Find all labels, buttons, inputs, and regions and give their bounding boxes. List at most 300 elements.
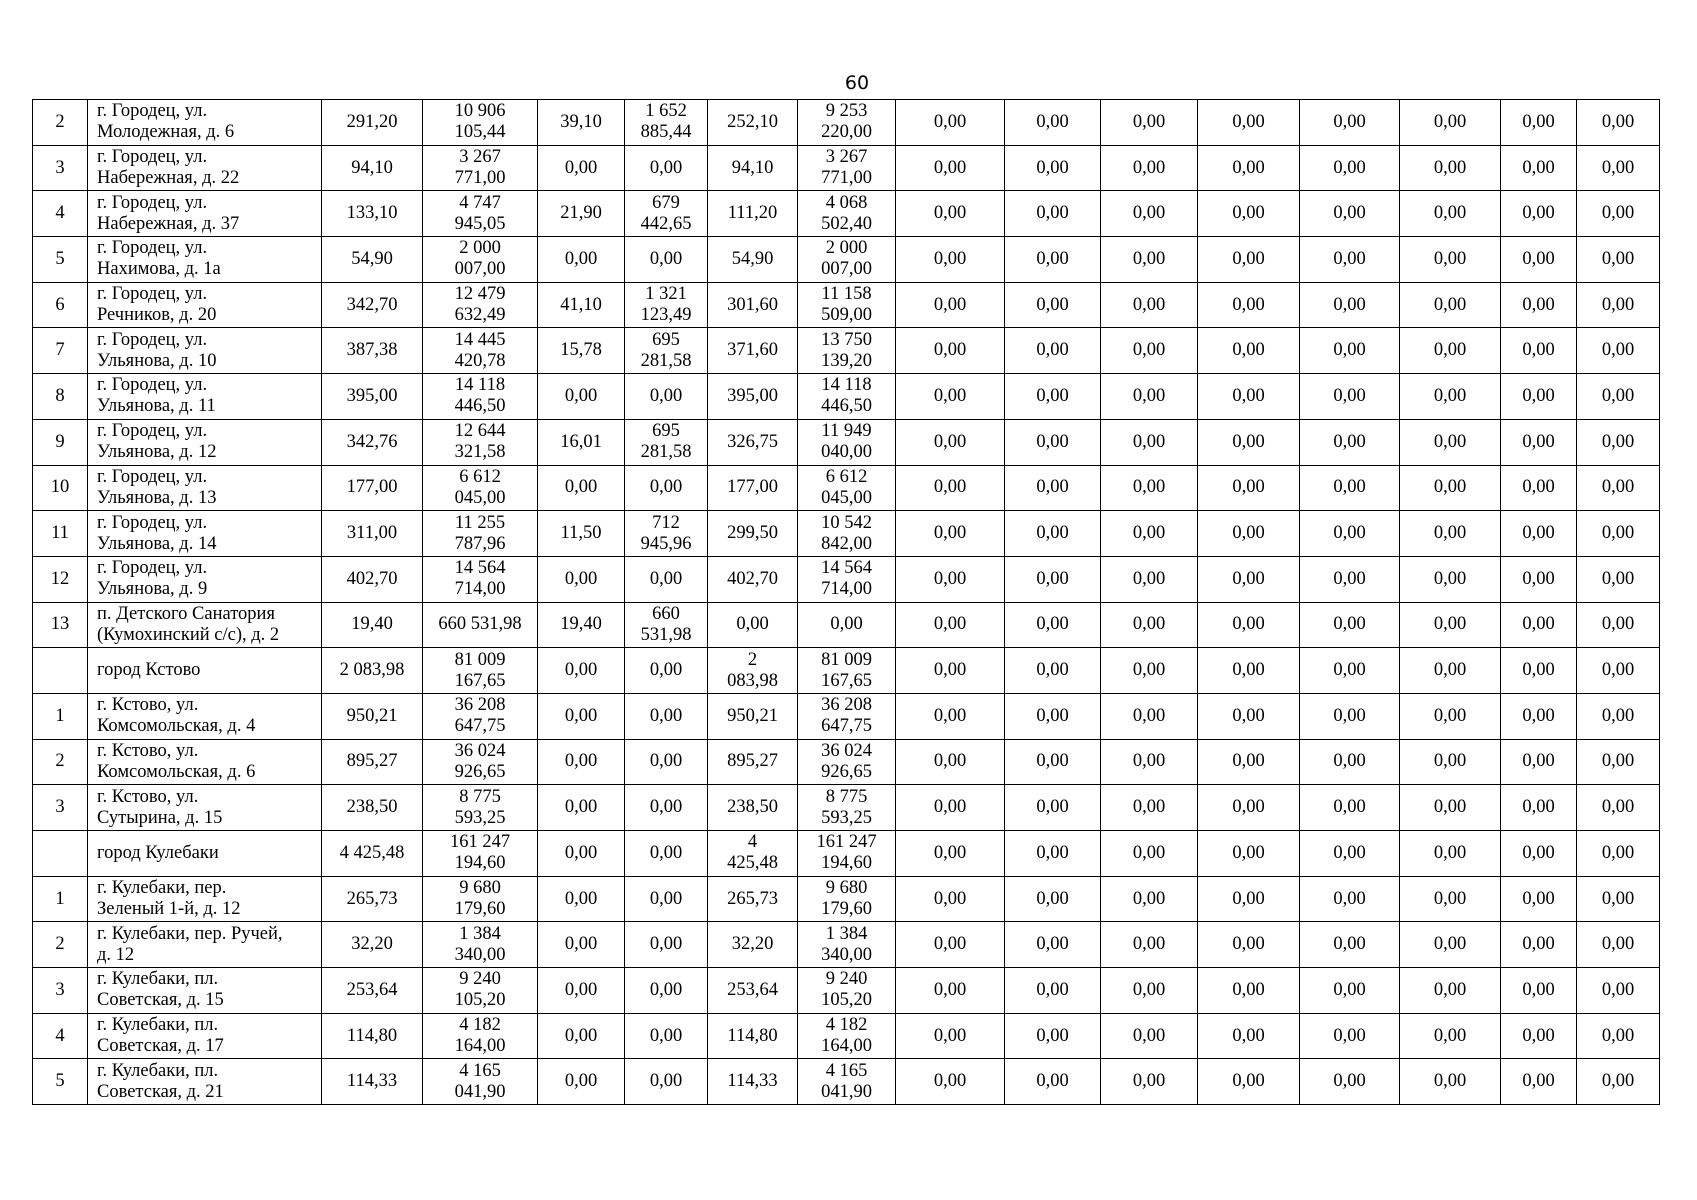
table-body <box>33 100 1660 1105</box>
cell-cost-total: 11 255 787,96 <box>423 511 538 557</box>
cell-area-col-1: 39,10 <box>538 100 625 146</box>
cell-cost-col-1: 0,00 <box>625 968 708 1014</box>
cell-value-col-9: 0,00 <box>896 602 1005 648</box>
cell-cost-col-2: 9 680 179,60 <box>798 876 896 922</box>
cell-value-col-11: 0,00 <box>1101 145 1198 191</box>
cell-area-col-1: 15,78 <box>538 328 625 374</box>
cell-value-col-11: 0,00 <box>1101 1059 1198 1105</box>
cell-value-col-14: 0,00 <box>1400 100 1501 146</box>
table-row <box>33 419 1660 465</box>
cell-value-col-11: 0,00 <box>1101 785 1198 831</box>
cell-value-col-14: 0,00 <box>1400 237 1501 283</box>
cell-value-col-14: 0,00 <box>1400 465 1501 511</box>
cell-area-total: 253,64 <box>322 968 423 1014</box>
cell-cost-col-1: 695 281,58 <box>625 328 708 374</box>
housing-register-table <box>32 99 1660 1105</box>
cell-row-number: 6 <box>33 282 88 328</box>
cell-cost-col-2: 11 158 509,00 <box>798 282 896 328</box>
cell-value-col-9: 0,00 <box>896 374 1005 420</box>
cell-value-col-12: 0,00 <box>1198 511 1300 557</box>
cell-value-col-14: 0,00 <box>1400 1013 1501 1059</box>
cell-value-col-15: 0,00 <box>1501 831 1577 877</box>
cell-value-col-9: 0,00 <box>896 785 1005 831</box>
cell-cost-col-1: 0,00 <box>625 237 708 283</box>
cell-value-col-9: 0,00 <box>896 831 1005 877</box>
cell-value-col-14: 0,00 <box>1400 602 1501 648</box>
cell-value-col-16: 0,00 <box>1577 374 1660 420</box>
cell-value-col-9: 0,00 <box>896 922 1005 968</box>
cell-value-col-11: 0,00 <box>1101 693 1198 739</box>
cell-value-col-10: 0,00 <box>1005 237 1101 283</box>
table-row <box>33 282 1660 328</box>
cell-value-col-16: 0,00 <box>1577 602 1660 648</box>
cell-area-total: 4 425,48 <box>322 831 423 877</box>
cell-address: г. Городец, ул. Молодежная, д. 6 <box>88 100 322 146</box>
cell-area-col-2: 111,20 <box>708 191 798 237</box>
cell-value-col-12: 0,00 <box>1198 739 1300 785</box>
table-row <box>33 602 1660 648</box>
table-row <box>33 556 1660 602</box>
cell-value-col-10: 0,00 <box>1005 511 1101 557</box>
cell-area-col-2: 950,21 <box>708 693 798 739</box>
cell-value-col-11: 0,00 <box>1101 1013 1198 1059</box>
cell-value-col-16: 0,00 <box>1577 876 1660 922</box>
cell-value-col-13: 0,00 <box>1300 511 1400 557</box>
cell-cost-col-1: 0,00 <box>625 145 708 191</box>
cell-value-col-12: 0,00 <box>1198 876 1300 922</box>
cell-value-col-14: 0,00 <box>1400 419 1501 465</box>
cell-area-col-1: 0,00 <box>538 739 625 785</box>
cell-value-col-9: 0,00 <box>896 876 1005 922</box>
cell-value-col-14: 0,00 <box>1400 145 1501 191</box>
cell-row-number: 11 <box>33 511 88 557</box>
cell-value-col-12: 0,00 <box>1198 100 1300 146</box>
cell-cost-col-2: 4 182 164,00 <box>798 1013 896 1059</box>
cell-value-col-14: 0,00 <box>1400 785 1501 831</box>
cell-address: г. Городец, ул. Речников, д. 20 <box>88 282 322 328</box>
cell-value-col-11: 0,00 <box>1101 739 1198 785</box>
cell-row-number: 3 <box>33 785 88 831</box>
cell-value-col-10: 0,00 <box>1005 419 1101 465</box>
cell-value-col-10: 0,00 <box>1005 1013 1101 1059</box>
cell-value-col-10: 0,00 <box>1005 785 1101 831</box>
cell-value-col-15: 0,00 <box>1501 191 1577 237</box>
cell-value-col-13: 0,00 <box>1300 831 1400 877</box>
cell-value-col-13: 0,00 <box>1300 419 1400 465</box>
cell-cost-col-2: 36 208 647,75 <box>798 693 896 739</box>
cell-value-col-14: 0,00 <box>1400 693 1501 739</box>
cell-cost-col-2: 8 775 593,25 <box>798 785 896 831</box>
cell-value-col-16: 0,00 <box>1577 282 1660 328</box>
cell-cost-col-1: 0,00 <box>625 831 708 877</box>
cell-value-col-9: 0,00 <box>896 648 1005 694</box>
cell-value-col-11: 0,00 <box>1101 968 1198 1014</box>
table-row <box>33 968 1660 1014</box>
cell-address: г. Кулебаки, пл. Советская, д. 17 <box>88 1013 322 1059</box>
cell-value-col-16: 0,00 <box>1577 1059 1660 1105</box>
cell-area-col-1: 0,00 <box>538 374 625 420</box>
cell-value-col-16: 0,00 <box>1577 922 1660 968</box>
cell-value-col-14: 0,00 <box>1400 648 1501 694</box>
cell-area-col-1: 19,40 <box>538 602 625 648</box>
table-row <box>33 237 1660 283</box>
cell-row-number: 10 <box>33 465 88 511</box>
cell-area-total: 177,00 <box>322 465 423 511</box>
cell-value-col-9: 0,00 <box>896 1059 1005 1105</box>
table-row <box>33 374 1660 420</box>
cell-value-col-16: 0,00 <box>1577 739 1660 785</box>
cell-area-col-2: 299,50 <box>708 511 798 557</box>
cell-area-col-1: 0,00 <box>538 145 625 191</box>
cell-value-col-11: 0,00 <box>1101 831 1198 877</box>
cell-area-col-1: 0,00 <box>538 556 625 602</box>
cell-value-col-10: 0,00 <box>1005 693 1101 739</box>
cell-area-total: 311,00 <box>322 511 423 557</box>
cell-cost-total: 9 680 179,60 <box>423 876 538 922</box>
cell-area-col-1: 0,00 <box>538 237 625 283</box>
cell-cost-col-2: 10 542 842,00 <box>798 511 896 557</box>
cell-cost-total: 4 747 945,05 <box>423 191 538 237</box>
cell-cost-col-1: 0,00 <box>625 556 708 602</box>
cell-area-total: 395,00 <box>322 374 423 420</box>
cell-cost-col-1: 0,00 <box>625 922 708 968</box>
cell-area-col-1: 0,00 <box>538 465 625 511</box>
cell-area-col-2: 301,60 <box>708 282 798 328</box>
table-row <box>33 876 1660 922</box>
cell-value-col-10: 0,00 <box>1005 602 1101 648</box>
cell-address: г. Кстово, ул. Сутырина, д. 15 <box>88 785 322 831</box>
cell-value-col-15: 0,00 <box>1501 785 1577 831</box>
cell-value-col-11: 0,00 <box>1101 648 1198 694</box>
table-row <box>33 511 1660 557</box>
cell-value-col-12: 0,00 <box>1198 191 1300 237</box>
cell-value-col-9: 0,00 <box>896 556 1005 602</box>
cell-cost-col-2: 36 024 926,65 <box>798 739 896 785</box>
cell-value-col-15: 0,00 <box>1501 602 1577 648</box>
cell-value-col-16: 0,00 <box>1577 556 1660 602</box>
cell-area-col-2: 54,90 <box>708 237 798 283</box>
cell-value-col-15: 0,00 <box>1501 556 1577 602</box>
cell-value-col-16: 0,00 <box>1577 100 1660 146</box>
cell-area-total: 342,70 <box>322 282 423 328</box>
cell-value-col-9: 0,00 <box>896 328 1005 374</box>
cell-row-number: 8 <box>33 374 88 420</box>
cell-value-col-15: 0,00 <box>1501 511 1577 557</box>
cell-value-col-14: 0,00 <box>1400 739 1501 785</box>
cell-cost-total: 3 267 771,00 <box>423 145 538 191</box>
cell-value-col-13: 0,00 <box>1300 876 1400 922</box>
cell-address: г. Кстово, ул. Комсомольская, д. 6 <box>88 739 322 785</box>
table-row <box>33 693 1660 739</box>
cell-area-total: 402,70 <box>322 556 423 602</box>
cell-area-total: 133,10 <box>322 191 423 237</box>
cell-row-number: 13 <box>33 602 88 648</box>
cell-cost-col-1: 0,00 <box>625 693 708 739</box>
cell-value-col-12: 0,00 <box>1198 328 1300 374</box>
cell-value-col-13: 0,00 <box>1300 922 1400 968</box>
cell-area-total: 342,76 <box>322 419 423 465</box>
cell-value-col-16: 0,00 <box>1577 191 1660 237</box>
table-row <box>33 831 1660 877</box>
cell-value-col-11: 0,00 <box>1101 191 1198 237</box>
cell-value-col-13: 0,00 <box>1300 1059 1400 1105</box>
cell-value-col-15: 0,00 <box>1501 968 1577 1014</box>
cell-value-col-12: 0,00 <box>1198 1059 1300 1105</box>
cell-address: г. Городец, ул. Ульянова, д. 12 <box>88 419 322 465</box>
cell-value-col-10: 0,00 <box>1005 556 1101 602</box>
cell-area-col-2: 4 425,48 <box>708 831 798 877</box>
cell-cost-col-1: 0,00 <box>625 465 708 511</box>
cell-value-col-13: 0,00 <box>1300 739 1400 785</box>
cell-area-col-2: 326,75 <box>708 419 798 465</box>
cell-cost-total: 6 612 045,00 <box>423 465 538 511</box>
cell-row-number <box>33 648 88 694</box>
cell-cost-total: 1 384 340,00 <box>423 922 538 968</box>
cell-address: г. Кулебаки, пл. Советская, д. 15 <box>88 968 322 1014</box>
cell-value-col-13: 0,00 <box>1300 1013 1400 1059</box>
cell-value-col-10: 0,00 <box>1005 374 1101 420</box>
cell-value-col-9: 0,00 <box>896 282 1005 328</box>
cell-value-col-9: 0,00 <box>896 465 1005 511</box>
cell-value-col-15: 0,00 <box>1501 1059 1577 1105</box>
cell-area-col-2: 0,00 <box>708 602 798 648</box>
cell-value-col-9: 0,00 <box>896 739 1005 785</box>
cell-area-col-1: 0,00 <box>538 693 625 739</box>
cell-value-col-13: 0,00 <box>1300 556 1400 602</box>
cell-value-col-14: 0,00 <box>1400 374 1501 420</box>
cell-value-col-15: 0,00 <box>1501 237 1577 283</box>
cell-value-col-16: 0,00 <box>1577 419 1660 465</box>
cell-value-col-13: 0,00 <box>1300 785 1400 831</box>
cell-address: г. Кулебаки, пл. Советская, д. 21 <box>88 1059 322 1105</box>
cell-cost-col-1: 0,00 <box>625 739 708 785</box>
cell-value-col-16: 0,00 <box>1577 785 1660 831</box>
cell-value-col-10: 0,00 <box>1005 100 1101 146</box>
cell-cost-total: 12 479 632,49 <box>423 282 538 328</box>
cell-value-col-15: 0,00 <box>1501 100 1577 146</box>
cell-area-col-2: 402,70 <box>708 556 798 602</box>
cell-value-col-9: 0,00 <box>896 1013 1005 1059</box>
cell-value-col-10: 0,00 <box>1005 876 1101 922</box>
cell-area-col-1: 41,10 <box>538 282 625 328</box>
cell-row-number: 2 <box>33 739 88 785</box>
cell-value-col-15: 0,00 <box>1501 145 1577 191</box>
cell-area-col-2: 177,00 <box>708 465 798 511</box>
cell-value-col-10: 0,00 <box>1005 968 1101 1014</box>
cell-value-col-13: 0,00 <box>1300 693 1400 739</box>
cell-area-total: 19,40 <box>322 602 423 648</box>
cell-area-col-1: 0,00 <box>538 1013 625 1059</box>
cell-value-col-9: 0,00 <box>896 100 1005 146</box>
cell-cost-col-2: 4 165 041,90 <box>798 1059 896 1105</box>
cell-value-col-12: 0,00 <box>1198 648 1300 694</box>
cell-area-col-2: 895,27 <box>708 739 798 785</box>
cell-cost-col-1: 695 281,58 <box>625 419 708 465</box>
cell-value-col-12: 0,00 <box>1198 465 1300 511</box>
cell-area-total: 114,33 <box>322 1059 423 1105</box>
cell-area-col-2: 395,00 <box>708 374 798 420</box>
cell-value-col-11: 0,00 <box>1101 602 1198 648</box>
cell-cost-col-1: 660 531,98 <box>625 602 708 648</box>
cell-cost-col-2: 81 009 167,65 <box>798 648 896 694</box>
cell-value-col-15: 0,00 <box>1501 876 1577 922</box>
cell-cost-col-2: 14 118 446,50 <box>798 374 896 420</box>
cell-value-col-16: 0,00 <box>1577 648 1660 694</box>
table-row <box>33 191 1660 237</box>
cell-value-col-10: 0,00 <box>1005 648 1101 694</box>
cell-row-number: 5 <box>33 237 88 283</box>
cell-cost-total: 8 775 593,25 <box>423 785 538 831</box>
cell-value-col-9: 0,00 <box>896 237 1005 283</box>
cell-row-number: 12 <box>33 556 88 602</box>
cell-value-col-12: 0,00 <box>1198 1013 1300 1059</box>
cell-row-number: 3 <box>33 145 88 191</box>
cell-cost-col-2: 14 564 714,00 <box>798 556 896 602</box>
table-row <box>33 648 1660 694</box>
cell-value-col-12: 0,00 <box>1198 419 1300 465</box>
cell-value-col-12: 0,00 <box>1198 968 1300 1014</box>
cell-cost-col-1: 679 442,65 <box>625 191 708 237</box>
cell-value-col-11: 0,00 <box>1101 419 1198 465</box>
cell-cost-col-2: 11 949 040,00 <box>798 419 896 465</box>
table-row <box>33 739 1660 785</box>
cell-cost-total: 14 445 420,78 <box>423 328 538 374</box>
cell-row-number: 7 <box>33 328 88 374</box>
cell-value-col-15: 0,00 <box>1501 739 1577 785</box>
cell-value-col-12: 0,00 <box>1198 785 1300 831</box>
cell-value-col-11: 0,00 <box>1101 282 1198 328</box>
cell-value-col-13: 0,00 <box>1300 145 1400 191</box>
cell-value-col-11: 0,00 <box>1101 100 1198 146</box>
cell-cost-col-1: 0,00 <box>625 374 708 420</box>
cell-cost-col-2: 1 384 340,00 <box>798 922 896 968</box>
cell-area-col-1: 16,01 <box>538 419 625 465</box>
cell-value-col-16: 0,00 <box>1577 511 1660 557</box>
cell-value-col-11: 0,00 <box>1101 465 1198 511</box>
cell-value-col-13: 0,00 <box>1300 282 1400 328</box>
cell-value-col-16: 0,00 <box>1577 693 1660 739</box>
cell-value-col-9: 0,00 <box>896 511 1005 557</box>
cell-area-total: 94,10 <box>322 145 423 191</box>
cell-area-total: 114,80 <box>322 1013 423 1059</box>
cell-area-col-1: 11,50 <box>538 511 625 557</box>
cell-area-col-2: 94,10 <box>708 145 798 191</box>
cell-area-col-1: 0,00 <box>538 831 625 877</box>
cell-address: г. Городец, ул. Ульянова, д. 14 <box>88 511 322 557</box>
cell-value-col-11: 0,00 <box>1101 922 1198 968</box>
cell-area-total: 387,38 <box>322 328 423 374</box>
cell-value-col-12: 0,00 <box>1198 602 1300 648</box>
cell-row-number: 4 <box>33 191 88 237</box>
cell-value-col-13: 0,00 <box>1300 374 1400 420</box>
cell-area-total: 895,27 <box>322 739 423 785</box>
cell-cost-total: 36 208 647,75 <box>423 693 538 739</box>
cell-address: г. Городец, ул. Ульянова, д. 9 <box>88 556 322 602</box>
cell-cost-total: 81 009 167,65 <box>423 648 538 694</box>
cell-value-col-15: 0,00 <box>1501 465 1577 511</box>
cell-value-col-12: 0,00 <box>1198 556 1300 602</box>
cell-cost-col-1: 0,00 <box>625 648 708 694</box>
cell-area-total: 2 083,98 <box>322 648 423 694</box>
cell-value-col-14: 0,00 <box>1400 1059 1501 1105</box>
cell-value-col-16: 0,00 <box>1577 237 1660 283</box>
cell-area-col-1: 0,00 <box>538 922 625 968</box>
cell-value-col-14: 0,00 <box>1400 831 1501 877</box>
cell-value-col-14: 0,00 <box>1400 282 1501 328</box>
cell-cost-total: 10 906 105,44 <box>423 100 538 146</box>
cell-value-col-9: 0,00 <box>896 419 1005 465</box>
cell-cost-total: 660 531,98 <box>423 602 538 648</box>
cell-value-col-16: 0,00 <box>1577 328 1660 374</box>
cell-value-col-15: 0,00 <box>1501 648 1577 694</box>
cell-area-total: 265,73 <box>322 876 423 922</box>
cell-address: п. Детского Санатория (Кумохинский с/с), д. 2 <box>88 602 322 648</box>
cell-value-col-14: 0,00 <box>1400 876 1501 922</box>
cell-row-number: 2 <box>33 100 88 146</box>
cell-cost-total: 14 564 714,00 <box>423 556 538 602</box>
cell-address: г. Городец, ул. Набережная, д. 37 <box>88 191 322 237</box>
cell-cost-col-1: 0,00 <box>625 785 708 831</box>
table-row <box>33 100 1660 146</box>
cell-area-col-2: 371,60 <box>708 328 798 374</box>
cell-cost-total: 2 000 007,00 <box>423 237 538 283</box>
cell-value-col-11: 0,00 <box>1101 328 1198 374</box>
cell-value-col-9: 0,00 <box>896 968 1005 1014</box>
table-row <box>33 922 1660 968</box>
cell-value-col-14: 0,00 <box>1400 328 1501 374</box>
cell-address: город Кулебаки <box>88 831 322 877</box>
table-row <box>33 465 1660 511</box>
cell-value-col-13: 0,00 <box>1300 237 1400 283</box>
cell-cost-col-1: 0,00 <box>625 1013 708 1059</box>
cell-value-col-15: 0,00 <box>1501 1013 1577 1059</box>
cell-address: г. Городец, ул. Ульянова, д. 13 <box>88 465 322 511</box>
cell-cost-col-2: 4 068 502,40 <box>798 191 896 237</box>
cell-area-col-2: 265,73 <box>708 876 798 922</box>
cell-area-col-2: 238,50 <box>708 785 798 831</box>
cell-cost-col-1: 712 945,96 <box>625 511 708 557</box>
table-row <box>33 145 1660 191</box>
cell-value-col-9: 0,00 <box>896 145 1005 191</box>
cell-cost-col-2: 13 750 139,20 <box>798 328 896 374</box>
page-number: 60 <box>844 72 870 94</box>
cell-address: г. Кулебаки, пер. Ручей, д. 12 <box>88 922 322 968</box>
cell-area-total: 950,21 <box>322 693 423 739</box>
cell-row-number <box>33 831 88 877</box>
cell-value-col-14: 0,00 <box>1400 511 1501 557</box>
cell-value-col-10: 0,00 <box>1005 922 1101 968</box>
cell-cost-total: 12 644 321,58 <box>423 419 538 465</box>
cell-area-total: 54,90 <box>322 237 423 283</box>
cell-value-col-11: 0,00 <box>1101 511 1198 557</box>
cell-value-col-10: 0,00 <box>1005 191 1101 237</box>
cell-value-col-13: 0,00 <box>1300 968 1400 1014</box>
cell-cost-col-2: 9 240 105,20 <box>798 968 896 1014</box>
cell-value-col-15: 0,00 <box>1501 922 1577 968</box>
cell-cost-col-2: 0,00 <box>798 602 896 648</box>
cell-value-col-13: 0,00 <box>1300 191 1400 237</box>
cell-cost-total: 14 118 446,50 <box>423 374 538 420</box>
cell-row-number: 5 <box>33 1059 88 1105</box>
cell-row-number: 1 <box>33 693 88 739</box>
cell-value-col-14: 0,00 <box>1400 968 1501 1014</box>
cell-cost-total: 4 165 041,90 <box>423 1059 538 1105</box>
cell-value-col-13: 0,00 <box>1300 602 1400 648</box>
cell-value-col-16: 0,00 <box>1577 145 1660 191</box>
cell-value-col-10: 0,00 <box>1005 831 1101 877</box>
cell-value-col-10: 0,00 <box>1005 1059 1101 1105</box>
cell-value-col-13: 0,00 <box>1300 328 1400 374</box>
